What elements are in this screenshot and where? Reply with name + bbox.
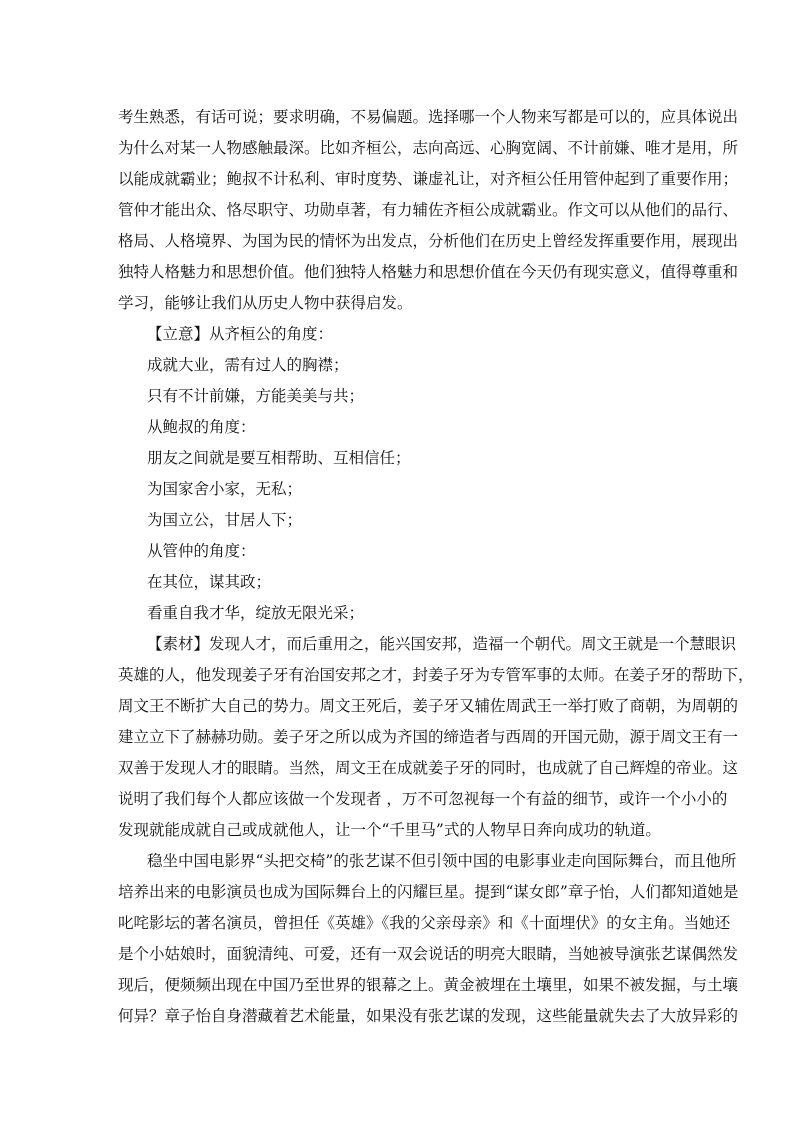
paragraph-line: 格局、人格境界、为国为民的情怀为出发点，分析他们在历史上曾经发挥重要作用，展现出 <box>118 232 739 250</box>
paragraph-line: 双善于发现人才的眼睛。当然，周文王在成就姜子牙的同时，也成就了自己辉煌的帝业。这 <box>118 759 739 777</box>
section-heading-sucai: 【素材】发现人才，而后重用之，能兴国安邦，造福一个朝代。周文王就是一个慧眼识 <box>147 635 737 653</box>
paragraph-line: 叱咤影坛的著名演员，曾担任《英雄》《我的父亲母亲》和《十面埋伏》的女主角。当她还 <box>118 914 731 932</box>
paragraph-line: 英雄的人，他发现姜子牙有治国安邦之才，封姜子牙为专管军事的太师。在姜子牙的帮助下， <box>118 666 754 684</box>
paragraph-line: 周文王不断扩大自己的势力。周文王死后，姜子牙又辅佐周武王一举打败了商朝，为周朝的 <box>118 697 739 715</box>
paragraph-line: 是个小姑娘时，面貌清纯、可爱，还有一双会说话的明亮大眼睛，当她被导演张艺谋偶然发 <box>118 945 739 963</box>
paragraph-line: 稳坐中国电影界“头把交椅”的张艺谋不但引领中国的电影事业走向国际舞台，而且他所 <box>147 852 737 870</box>
paragraph-line: 说明了我们每个人都应该做一个发现者 ，万不可忽视每一个有益的细节，或许一个小小的 <box>118 790 728 808</box>
list-item: 为国立公，甘居人下； <box>147 511 303 529</box>
paragraph-line: 独特人格魅力和思想价值。他们独特人格魅力和思想价值在今天仍有现实意义，值得尊重和 <box>118 263 739 281</box>
paragraph-line: 以能成就霸业；鲍叔不计私利、审时度势、谦虚礼让，对齐桓公任用管仲起到了重要作用； <box>118 170 739 188</box>
paragraph-line: 现后，便频频出现在中国乃至世界的银幕之上。黄金被埋在土壤里，如果不被发掘，与土壤 <box>118 976 739 994</box>
paragraph-line: 考生熟悉，有话可说；要求明确，不易偏题。选择哪一个人物来写都是可以的，应具体说出 <box>118 108 739 126</box>
list-item: 看重自我才华，绽放无限光采； <box>147 604 365 622</box>
list-item: 从鲍叔的角度： <box>147 418 256 436</box>
list-item: 只有不计前嫌，方能美美与共； <box>147 387 365 405</box>
section-heading-liyi: 【立意】从齐桓公的角度： <box>147 325 334 343</box>
list-item: 成就大业，需有过人的胸襟； <box>147 356 349 374</box>
paragraph-line: 培养出来的电影演员也成为国际舞台上的闪耀巨星。提到“谋女郎”章子怡，人们都知道她是 <box>118 883 739 901</box>
paragraph-line: 管仲才能出众、恪尽职守、功勋卓著，有力辅佐齐桓公成就霸业。作文可以从他们的品行、 <box>118 201 739 219</box>
list-item: 朋友之间就是要互相帮助、互相信任； <box>147 449 411 467</box>
paragraph-line: 发现就能成就自己或成就他人，让一个“千里马”式的人物早日奔向成功的轨道。 <box>118 821 661 839</box>
paragraph-line: 何异？章子怡自身潜藏着艺术能量，如果没有张艺谋的发现，这些能量就失去了大放异彩的 <box>118 1007 739 1025</box>
paragraph-line: 建立立下了赫赫功勋。姜子牙之所以成为齐国的缔造者与西周的开国元勋，源于周文王有一 <box>118 728 739 746</box>
paragraph-line: 为什么对某一人物感触最深。比如齐桓公，志向高远、心胸宽阔、不计前嫌、唯才是用，所 <box>118 139 739 157</box>
list-item: 为国家舍小家，无私； <box>147 480 303 498</box>
list-item: 在其位，谋其政； <box>147 573 272 591</box>
list-item: 从管仲的角度： <box>147 542 256 560</box>
paragraph-line: 学习，能够让我们从历史人物中获得启发。 <box>118 294 413 312</box>
